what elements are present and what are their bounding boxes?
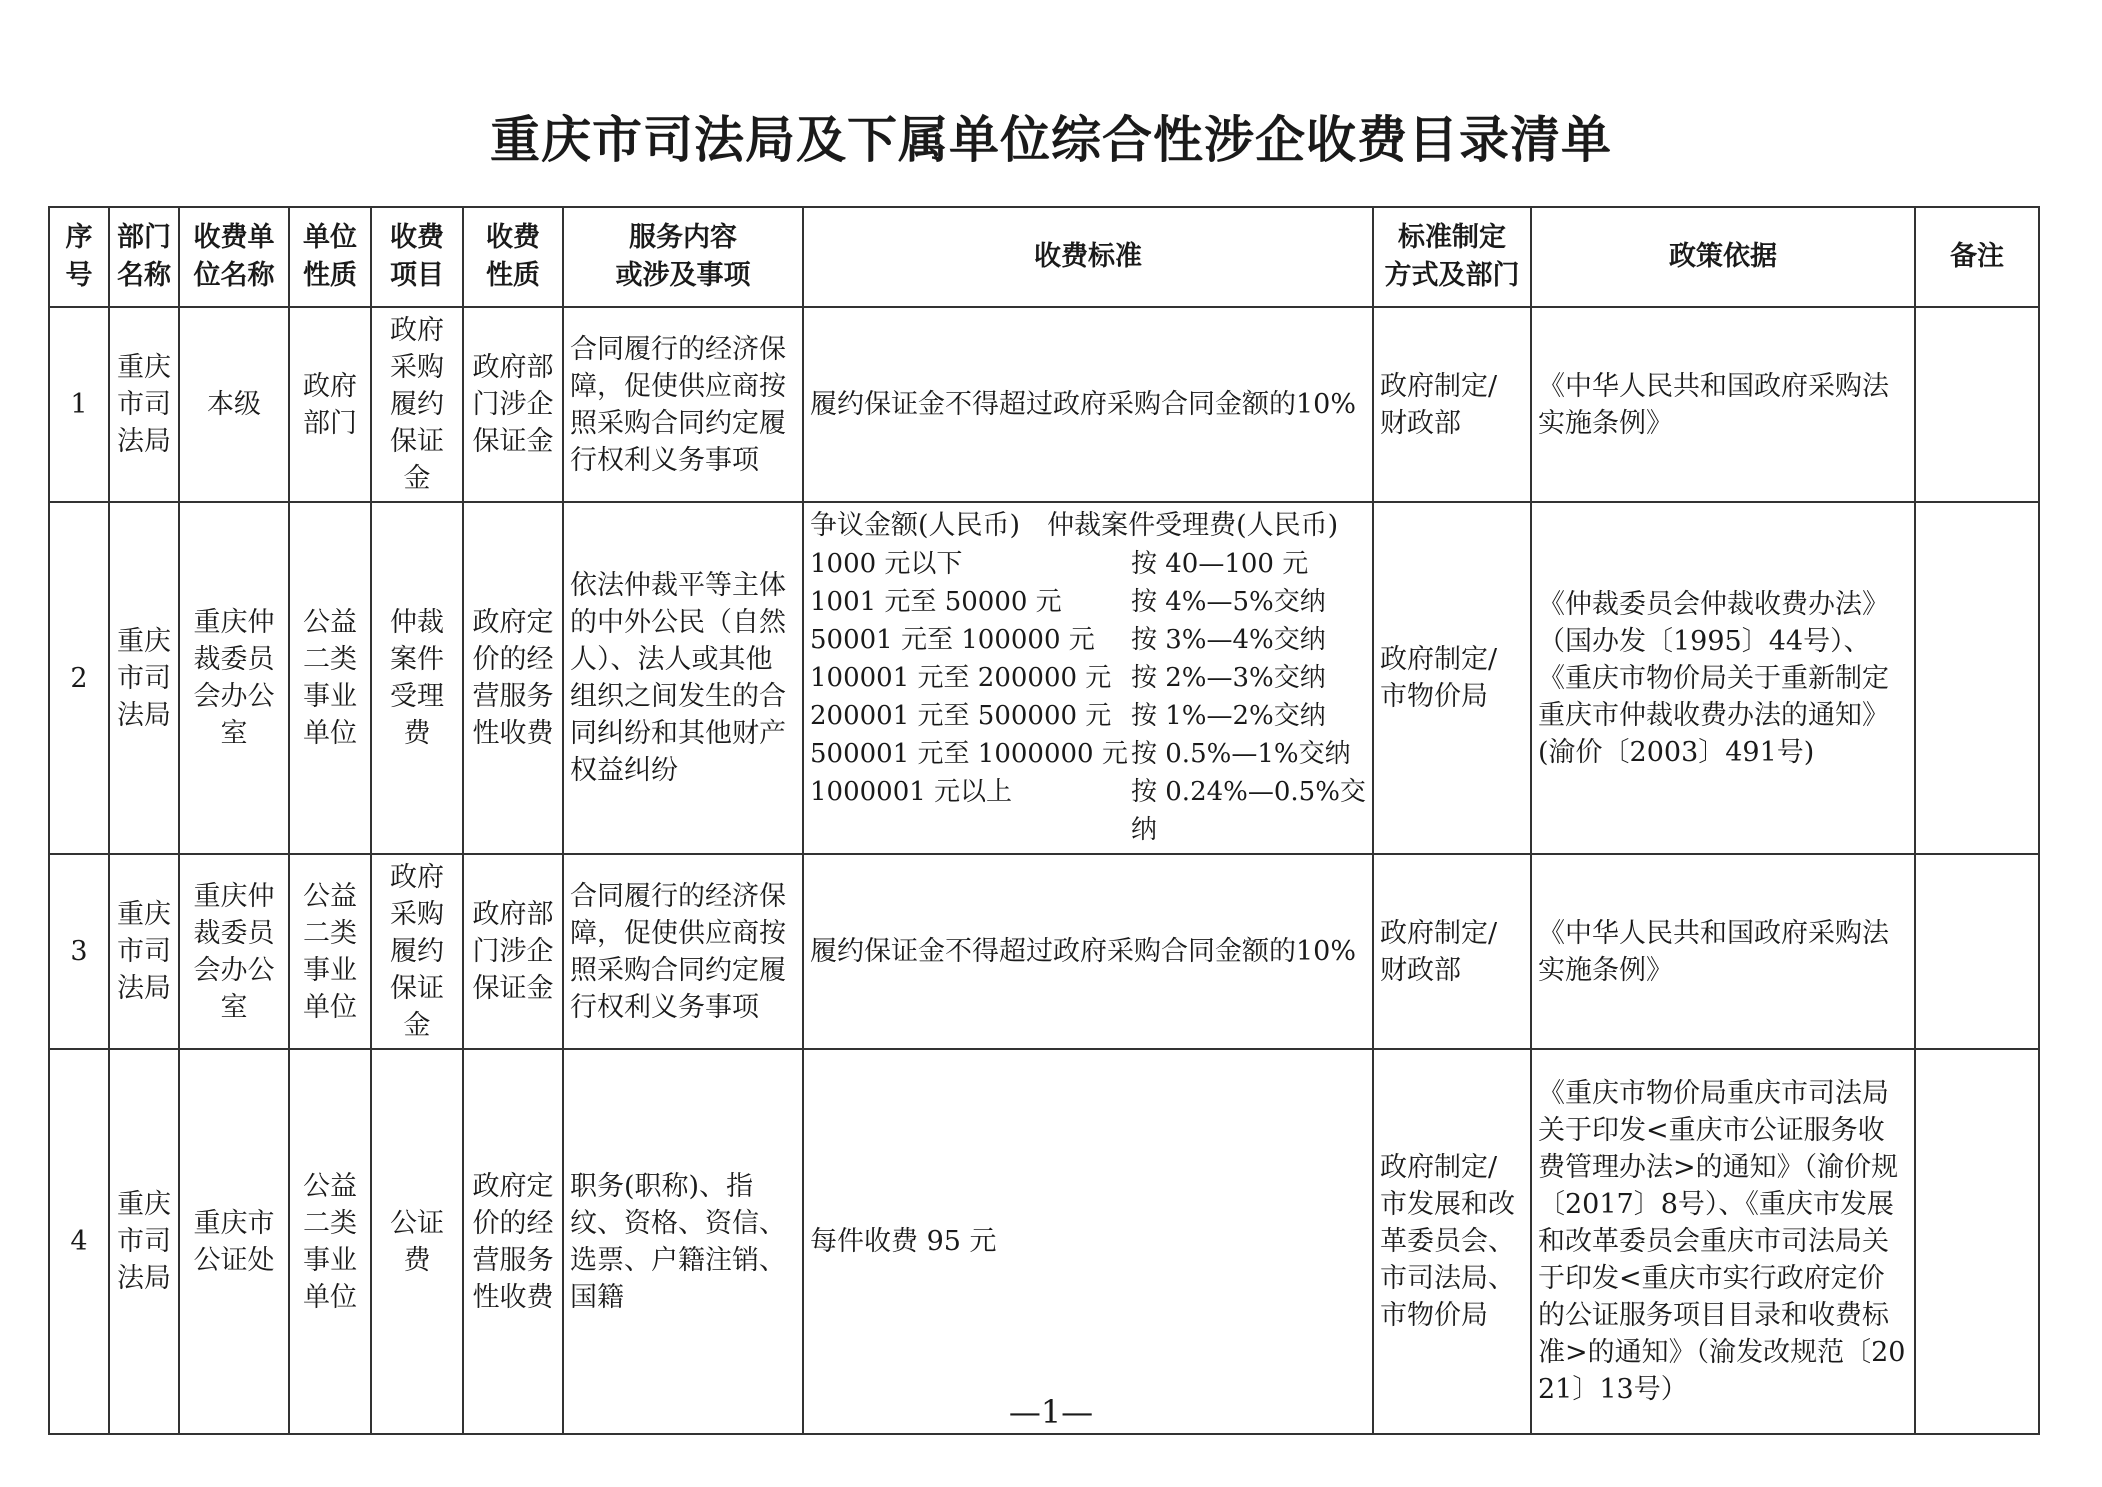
tier-fee: 按 2%—3%交纳 xyxy=(1131,663,1326,693)
tier-fee: 按 4%—5%交纳 xyxy=(1131,587,1326,617)
cell-unit: 重庆市 公证处 xyxy=(179,1049,289,1434)
cell-dept: 重庆 市司 法局 xyxy=(109,307,179,502)
cell-seq: 3 xyxy=(49,854,109,1049)
cell-maker: 政府制定/ 市物价局 xyxy=(1373,502,1531,854)
cell-dept: 重庆 市司 法局 xyxy=(109,1049,179,1434)
standard-tier xyxy=(810,659,1366,697)
cell-fee-nature: 政府部 门涉企 保证金 xyxy=(463,307,563,502)
header-maker: 标准制定 方式及部门 xyxy=(1373,207,1531,307)
cell-maker: 政府制定/ 财政部 xyxy=(1373,307,1531,502)
tier-fee: 按 3%—4%交纳 xyxy=(1131,625,1326,655)
cell-seq: 2 xyxy=(49,502,109,854)
cell-nature: 政府 部门 xyxy=(289,307,371,502)
header-fee-nature: 收费 性质 xyxy=(463,207,563,307)
tier-fee: 按 1%—2%交纳 xyxy=(1131,701,1326,731)
cell-seq: 4 xyxy=(49,1049,109,1434)
page-number: —1— xyxy=(1008,1393,1094,1431)
cell-standard-tiers xyxy=(803,502,1373,854)
cell-service: 职务(职称)、指纹、资格、资信、选票、户籍注销、国籍 xyxy=(563,1049,803,1434)
cell-nature: 公益 二类 事业 单位 xyxy=(289,502,371,854)
table-header-row xyxy=(49,207,2039,307)
cell-fee-nature: 政府定 价的经 营服务 性收费 xyxy=(463,1049,563,1434)
standard-tier-header: 争议金额(人民币) 仲裁案件受理费(人民币) xyxy=(810,510,1339,541)
cell-maker: 政府制定/ 市发展和改 革委员会、 市司法局、 市物价局 xyxy=(1373,1049,1531,1434)
tier-fee: 按 40—100 元 xyxy=(1131,549,1309,579)
header-basis: 政策依据 xyxy=(1531,207,1915,307)
cell-remark xyxy=(1915,307,2039,502)
cell-remark xyxy=(1915,1049,2039,1434)
header-dept: 部门 名称 xyxy=(109,207,179,307)
table-row xyxy=(49,502,2039,854)
cell-basis: 《中华人民共和国政府采购法实施条例》 xyxy=(1531,307,1915,502)
cell-unit: 重庆仲 裁委员 会办公 室 xyxy=(179,502,289,854)
tier-range: 50001 元至 100000 元 xyxy=(810,625,1095,655)
cell-standard: 履约保证金不得超过政府采购合同金额的10% xyxy=(803,307,1373,502)
tier-range: 1000001 元以上 xyxy=(810,777,1013,807)
cell-basis: 《重庆市物价局重庆市司法局关于印发<重庆市公证服务收费管理办法>的通知》（渝价规〔2017〕8号）、《重庆市发展和改革委员会重庆市司法局关于印发<重庆市实行政府定价的公证服务项目目录和收费标准>的通知》（渝发改规范〔2021〕13号） xyxy=(1531,1049,1915,1434)
header-standard: 收费标准 xyxy=(803,207,1373,307)
table-row xyxy=(49,1049,2039,1434)
standard-tier xyxy=(810,773,1366,849)
header-seq: 序 号 xyxy=(49,207,109,307)
tier-range: 200001 元至 500000 元 xyxy=(810,701,1112,731)
cell-seq: 1 xyxy=(49,307,109,502)
fee-catalog-table xyxy=(48,206,2040,1435)
tier-fee: 按 0.5%—1%交纳 xyxy=(1131,739,1351,769)
table-row xyxy=(49,307,2039,502)
tier-range: 100001 元至 200000 元 xyxy=(810,663,1112,693)
cell-service: 合同履行的经济保障，促使供应商按照采购合同约定履行权利义务事项 xyxy=(563,307,803,502)
cell-nature: 公益 二类 事业 单位 xyxy=(289,1049,371,1434)
standard-tier xyxy=(810,697,1366,735)
cell-fee-nature: 政府部 门涉企 保证金 xyxy=(463,854,563,1049)
cell-maker: 政府制定/ 财政部 xyxy=(1373,854,1531,1049)
tier-fee: 按 0.24%—0.5%交纳 xyxy=(1131,777,1366,845)
cell-basis: 《中华人民共和国政府采购法实施条例》 xyxy=(1531,854,1915,1049)
tier-range: 1000 元以下 xyxy=(810,549,963,579)
cell-basis: 《仲裁委员会仲裁收费办法》（国办发〔1995〕44号）、《重庆市物价局关于重新制定重庆市仲裁收费办法的通知》(渝价〔2003〕491号) xyxy=(1531,502,1915,854)
cell-item: 政府 采购 履约 保证 金 xyxy=(371,854,463,1049)
cell-item: 仲裁 案件 受理 费 xyxy=(371,502,463,854)
header-remark: 备注 xyxy=(1915,207,2039,307)
standard-tier xyxy=(810,545,1366,583)
standard-tier xyxy=(810,583,1366,621)
tier-range: 500001 元至 1000000 元 xyxy=(810,739,1128,769)
cell-item: 政府 采购 履约 保证 金 xyxy=(371,307,463,502)
cell-standard: 每件收费 95 元 xyxy=(803,1049,1373,1434)
cell-service: 依法仲裁平等主体的中外公民（自然人）、法人或其他组织之间发生的合同纠纷和其他财产权益纠纷 xyxy=(563,502,803,854)
standard-tier xyxy=(810,735,1366,773)
cell-standard: 履约保证金不得超过政府采购合同金额的10% xyxy=(803,854,1373,1049)
cell-remark xyxy=(1915,502,2039,854)
cell-unit: 本级 xyxy=(179,307,289,502)
header-service: 服务内容 或涉及事项 xyxy=(563,207,803,307)
standard-tier xyxy=(810,621,1366,659)
cell-remark xyxy=(1915,854,2039,1049)
tier-range: 1001 元至 50000 元 xyxy=(810,587,1062,617)
cell-unit: 重庆仲 裁委员 会办公 室 xyxy=(179,854,289,1049)
cell-dept: 重庆 市司 法局 xyxy=(109,502,179,854)
header-nature: 单位 性质 xyxy=(289,207,371,307)
cell-dept: 重庆 市司 法局 xyxy=(109,854,179,1049)
header-unit: 收费单 位名称 xyxy=(179,207,289,307)
page-title: 重庆市司法局及下属单位综合性涉企收费目录清单 xyxy=(490,111,1612,169)
header-item: 收费 项目 xyxy=(371,207,463,307)
cell-nature: 公益 二类 事业 单位 xyxy=(289,854,371,1049)
cell-service: 合同履行的经济保障，促使供应商按照采购合同约定履行权利义务事项 xyxy=(563,854,803,1049)
cell-item: 公证 费 xyxy=(371,1049,463,1434)
table-row xyxy=(49,854,2039,1049)
cell-fee-nature: 政府定 价的经 营服务 性收费 xyxy=(463,502,563,854)
